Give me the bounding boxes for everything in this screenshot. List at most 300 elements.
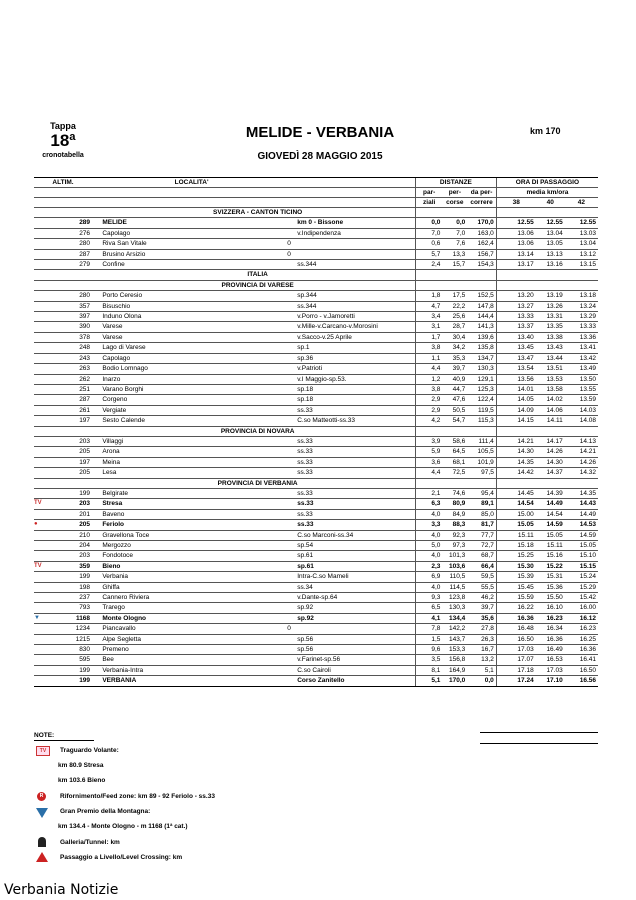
time-40: 15.11 bbox=[536, 541, 565, 551]
covered-km: 15,7 bbox=[442, 260, 467, 270]
table-row bbox=[34, 665, 598, 675]
road-name: sp.1 bbox=[295, 343, 415, 353]
road-name: ss.33 bbox=[295, 520, 415, 530]
col-altim: ALTIM. bbox=[34, 178, 92, 188]
covered-km: 142,2 bbox=[442, 624, 467, 634]
partial-km: 9,3 bbox=[415, 593, 442, 603]
altitude: 390 bbox=[34, 322, 92, 332]
altitude: 1215 bbox=[34, 634, 92, 644]
empty-cell bbox=[565, 426, 598, 436]
altitude: TV 359 bbox=[34, 562, 91, 570]
time-40: 13.05 bbox=[536, 239, 565, 249]
col-distanze: DISTANZE bbox=[415, 178, 496, 188]
table-row bbox=[34, 509, 598, 519]
table-row bbox=[34, 530, 598, 540]
empty-cell bbox=[467, 478, 496, 488]
spacer bbox=[92, 520, 100, 530]
time-42: 13.36 bbox=[565, 332, 598, 342]
road-name bbox=[295, 624, 415, 634]
spacer bbox=[92, 665, 100, 675]
table-row bbox=[34, 634, 598, 644]
altitude: 287 bbox=[34, 395, 92, 405]
location-name: Gravellona Toce bbox=[100, 530, 282, 540]
covered-km: 103,6 bbox=[442, 561, 467, 571]
time-38: 16.48 bbox=[496, 624, 535, 634]
time-38: 13.33 bbox=[496, 312, 535, 322]
time-38: 14.15 bbox=[496, 416, 535, 426]
time-40: 14.11 bbox=[536, 416, 565, 426]
road-name: ss.33 bbox=[295, 509, 415, 519]
section-row bbox=[34, 270, 598, 280]
section-label: ITALIA bbox=[100, 270, 415, 280]
empty-cell bbox=[442, 270, 467, 280]
time-38: 13.56 bbox=[496, 374, 535, 384]
covered-km: 44,7 bbox=[442, 384, 467, 394]
flag-cell bbox=[283, 374, 295, 384]
altitude: 205 bbox=[34, 447, 92, 457]
time-40: 15.50 bbox=[536, 593, 565, 603]
partial-km: 3,8 bbox=[415, 343, 442, 353]
remaining-km: 66,4 bbox=[467, 561, 496, 571]
empty-cell bbox=[442, 280, 467, 290]
spacer bbox=[92, 384, 100, 394]
remaining-km: 147,8 bbox=[467, 301, 496, 311]
partial-km: 3,8 bbox=[415, 384, 442, 394]
time-38: 17.24 bbox=[496, 676, 535, 686]
covered-km: 58,6 bbox=[442, 436, 467, 446]
time-38: 17.18 bbox=[496, 665, 535, 675]
table-row bbox=[34, 457, 598, 467]
time-40: 15.05 bbox=[536, 530, 565, 540]
partial-km: 2,9 bbox=[415, 395, 442, 405]
time-42: 15.42 bbox=[565, 593, 598, 603]
time-38: 14.01 bbox=[496, 384, 535, 394]
road-name: ss.33 bbox=[295, 447, 415, 457]
time-42: 13.29 bbox=[565, 312, 598, 322]
spacer bbox=[92, 249, 100, 259]
flag-cell bbox=[283, 665, 295, 675]
time-40: 13.31 bbox=[536, 312, 565, 322]
road-name: sp.56 bbox=[295, 645, 415, 655]
flag-cell bbox=[283, 509, 295, 519]
road-name: C.so Matteotti-ss.33 bbox=[295, 416, 415, 426]
location-name: Fondotoce bbox=[100, 551, 282, 561]
covered-km: 123,8 bbox=[442, 593, 467, 603]
covered-km: 170,0 bbox=[442, 676, 467, 686]
flag-cell bbox=[283, 468, 295, 478]
time-42: 15.05 bbox=[565, 541, 598, 551]
section-label: SVIZZERA - CANTON TICINO bbox=[100, 208, 415, 218]
spacer bbox=[92, 561, 100, 571]
section-label: PROVINCIA DI VARESE bbox=[100, 280, 415, 290]
partial-km: 5,7 bbox=[415, 249, 442, 259]
partial-km: 4,0 bbox=[415, 551, 442, 561]
location-name: Bee bbox=[100, 655, 282, 665]
remaining-km: 163,0 bbox=[467, 228, 496, 238]
section-pad bbox=[92, 280, 100, 290]
table-row bbox=[34, 676, 598, 686]
flag-cell bbox=[283, 613, 295, 623]
flag-cell bbox=[283, 645, 295, 655]
empty-cell bbox=[415, 426, 442, 436]
altitude: 197 bbox=[34, 457, 92, 467]
table-row bbox=[34, 364, 598, 374]
notes-tunnel: Galleria/Tunnel: km bbox=[60, 839, 120, 846]
time-42: 16.50 bbox=[565, 665, 598, 675]
location-name: Piancavallo bbox=[100, 624, 282, 634]
location-name: Alpe Segletta bbox=[100, 634, 282, 644]
remaining-km: 0,0 bbox=[467, 676, 496, 686]
empty-cell bbox=[496, 208, 535, 218]
partial-km: 4,0 bbox=[415, 530, 442, 540]
time-40: 16.10 bbox=[536, 603, 565, 613]
time-42: 13.24 bbox=[565, 301, 598, 311]
altitude: 199 bbox=[34, 676, 92, 686]
spacer bbox=[92, 593, 100, 603]
road-name: v.Sacco-v.25 Aprile bbox=[295, 332, 415, 342]
empty-cell bbox=[467, 426, 496, 436]
spacer bbox=[92, 291, 100, 301]
flag-cell bbox=[283, 228, 295, 238]
notes-feed: Rifornimento/Feed zone: km 89 - 92 Feriolo - ss.33 bbox=[60, 793, 215, 800]
partial-km: 4,4 bbox=[415, 468, 442, 478]
schedule-table bbox=[34, 177, 598, 687]
time-42: 13.55 bbox=[565, 384, 598, 394]
empty-cell bbox=[415, 208, 442, 218]
flag-cell bbox=[283, 572, 295, 582]
flag-cell: 0 bbox=[283, 239, 295, 249]
partial-km: 0,6 bbox=[415, 239, 442, 249]
table-row bbox=[34, 541, 598, 551]
altitude: TV 203 bbox=[34, 500, 91, 508]
stage-date: GIOVEDÌ 28 MAGGIO 2015 bbox=[257, 151, 383, 162]
flag-cell bbox=[283, 603, 295, 613]
flag-cell bbox=[283, 301, 295, 311]
time-40: 14.30 bbox=[536, 457, 565, 467]
notes-tv-label: Traguardo Volante: bbox=[60, 747, 119, 754]
time-38: 14.09 bbox=[496, 405, 535, 415]
remaining-km: 170,0 bbox=[467, 218, 496, 228]
covered-km: 0,0 bbox=[442, 218, 467, 228]
altitude: 1234 bbox=[34, 624, 92, 634]
flag-cell bbox=[283, 520, 295, 530]
time-38: 15.11 bbox=[496, 530, 535, 540]
remaining-km: 27,8 bbox=[467, 624, 496, 634]
remaining-km: 122,4 bbox=[467, 395, 496, 405]
flag-cell bbox=[283, 457, 295, 467]
covered-km: 28,7 bbox=[442, 322, 467, 332]
covered-km: 143,7 bbox=[442, 634, 467, 644]
time-40: 16.34 bbox=[536, 624, 565, 634]
altitude: 263 bbox=[34, 364, 92, 374]
partial-km: 3,1 bbox=[415, 322, 442, 332]
spacer bbox=[92, 416, 100, 426]
time-40: 13.51 bbox=[536, 364, 565, 374]
covered-km: 153,3 bbox=[442, 645, 467, 655]
covered-km: 39,7 bbox=[442, 364, 467, 374]
flag-cell bbox=[283, 395, 295, 405]
altitude: 203 bbox=[34, 551, 92, 561]
table-subheader-row-2 bbox=[34, 198, 598, 208]
spacer bbox=[92, 499, 100, 509]
partial-km: 4,0 bbox=[415, 509, 442, 519]
table-row bbox=[34, 551, 598, 561]
remaining-km: 129,1 bbox=[467, 374, 496, 384]
covered-km: 7,6 bbox=[442, 239, 467, 249]
time-42: 12.55 bbox=[565, 218, 598, 228]
remaining-km: 97,5 bbox=[467, 468, 496, 478]
time-42: 16.23 bbox=[565, 624, 598, 634]
col-media: media km/ora bbox=[496, 188, 598, 198]
remaining-km: 16,7 bbox=[467, 645, 496, 655]
remaining-km: 81,7 bbox=[467, 520, 496, 530]
road-name: Corso Zanitello bbox=[295, 676, 415, 686]
time-42: 16.56 bbox=[565, 676, 598, 686]
partial-km: 4,1 bbox=[415, 613, 442, 623]
spacer bbox=[92, 655, 100, 665]
partial-km: 4,7 bbox=[415, 301, 442, 311]
time-38: 12.55 bbox=[496, 218, 535, 228]
location-name: Premeno bbox=[100, 645, 282, 655]
road-name: sp.61 bbox=[295, 551, 415, 561]
time-40: 16.36 bbox=[536, 634, 565, 644]
time-42: 13.18 bbox=[565, 291, 598, 301]
time-40: 13.53 bbox=[536, 374, 565, 384]
page-title: MELIDE - VERBANIA bbox=[245, 124, 395, 141]
partial-km: 3,6 bbox=[415, 457, 442, 467]
time-38: 13.06 bbox=[496, 239, 535, 249]
spacer bbox=[92, 603, 100, 613]
location-name: Stresa bbox=[100, 499, 282, 509]
table-row bbox=[34, 582, 598, 592]
time-40: 16.53 bbox=[536, 655, 565, 665]
section-label: PROVINCIA DI VERBANIA bbox=[100, 478, 415, 488]
covered-km: 47,6 bbox=[442, 395, 467, 405]
remaining-km: 46,2 bbox=[467, 593, 496, 603]
remaining-km: 59,5 bbox=[467, 572, 496, 582]
altitude: 261 bbox=[34, 405, 92, 415]
table-row bbox=[34, 613, 598, 623]
remaining-km: 89,1 bbox=[467, 499, 496, 509]
road-name: sp.61 bbox=[295, 561, 415, 571]
time-38: 14.21 bbox=[496, 436, 535, 446]
altitude: 205 bbox=[34, 468, 92, 478]
time-38: 13.20 bbox=[496, 291, 535, 301]
altitude: 199 bbox=[34, 665, 92, 675]
remaining-km: 134,7 bbox=[467, 353, 496, 363]
time-38: 17.03 bbox=[496, 645, 535, 655]
spacer bbox=[92, 634, 100, 644]
location-name: Verbania-Intra bbox=[100, 665, 282, 675]
altitude: 248 bbox=[34, 343, 92, 353]
road-name: ss.33 bbox=[295, 405, 415, 415]
section-pad bbox=[34, 426, 92, 436]
flag-cell bbox=[283, 405, 295, 415]
spacer bbox=[92, 551, 100, 561]
table-row bbox=[34, 593, 598, 603]
empty-cell bbox=[496, 478, 535, 488]
covered-km: 25,6 bbox=[442, 312, 467, 322]
flag-cell bbox=[283, 655, 295, 665]
remaining-km: 72,7 bbox=[467, 541, 496, 551]
empty-cell bbox=[442, 208, 467, 218]
remaining-km: 130,3 bbox=[467, 364, 496, 374]
section-row bbox=[34, 208, 598, 218]
road-name: C.so Marconi-ss.34 bbox=[295, 530, 415, 540]
time-38: 16.50 bbox=[496, 634, 535, 644]
altitude: 357 bbox=[34, 301, 92, 311]
flag-cell bbox=[283, 488, 295, 498]
flag-cell bbox=[283, 436, 295, 446]
time-42: 15.29 bbox=[565, 582, 598, 592]
covered-km: 34,2 bbox=[442, 343, 467, 353]
partial-km: 6,5 bbox=[415, 603, 442, 613]
altitude: 201 bbox=[34, 509, 92, 519]
location-name: Bisuschio bbox=[100, 301, 282, 311]
time-38: 15.30 bbox=[496, 561, 535, 571]
table-row bbox=[34, 416, 598, 426]
stage-label: Tappa bbox=[50, 121, 76, 131]
table-row bbox=[34, 228, 598, 238]
location-name: Verbania bbox=[100, 572, 282, 582]
road-name: sp.36 bbox=[295, 353, 415, 363]
covered-km: 80,9 bbox=[442, 499, 467, 509]
time-40: 16.23 bbox=[536, 613, 565, 623]
remaining-km: 85,0 bbox=[467, 509, 496, 519]
time-38: 13.06 bbox=[496, 228, 535, 238]
empty-cell bbox=[415, 280, 442, 290]
altitude: 279 bbox=[34, 260, 92, 270]
col-da-percorrere-2: correre bbox=[467, 198, 496, 208]
altitude: 262 bbox=[34, 374, 92, 384]
section-pad bbox=[34, 478, 92, 488]
notes-tv-2: km 103.6 Bieno bbox=[58, 777, 106, 784]
altitude: 289 bbox=[34, 218, 92, 228]
table-row bbox=[34, 468, 598, 478]
table-row bbox=[34, 312, 598, 322]
location-name: Porto Ceresio bbox=[100, 291, 282, 301]
spacer bbox=[92, 374, 100, 384]
feed-zone-icon: R bbox=[37, 792, 46, 801]
empty-cell bbox=[536, 426, 565, 436]
covered-km: 50,5 bbox=[442, 405, 467, 415]
location-name: Lesa bbox=[100, 468, 282, 478]
flag-cell bbox=[283, 353, 295, 363]
remaining-km: 26,3 bbox=[467, 634, 496, 644]
empty-cell bbox=[496, 280, 535, 290]
flag-cell bbox=[283, 364, 295, 374]
time-38: 14.30 bbox=[496, 447, 535, 457]
location-name: Induno Olona bbox=[100, 312, 282, 322]
covered-km: 13,3 bbox=[442, 249, 467, 259]
remaining-km: 13,2 bbox=[467, 655, 496, 665]
notes-title: NOTE: bbox=[34, 732, 55, 739]
location-name: Capolago bbox=[100, 228, 282, 238]
section-label: PROVINCIA DI NOVARA bbox=[100, 426, 415, 436]
flag-cell bbox=[283, 260, 295, 270]
road-name: sp.344 bbox=[295, 291, 415, 301]
time-42: 14.21 bbox=[565, 447, 598, 457]
time-40: 13.19 bbox=[536, 291, 565, 301]
table-row bbox=[34, 384, 598, 394]
stage-number: 18ª bbox=[50, 131, 76, 150]
flag-cell bbox=[283, 593, 295, 603]
empty-cell bbox=[496, 270, 535, 280]
altitude: 237 bbox=[34, 593, 92, 603]
remaining-km: 115,3 bbox=[467, 416, 496, 426]
flag-cell bbox=[283, 541, 295, 551]
time-38: 14.05 bbox=[496, 395, 535, 405]
time-42: 15.24 bbox=[565, 572, 598, 582]
time-38: 15.59 bbox=[496, 593, 535, 603]
time-38: 17.07 bbox=[496, 655, 535, 665]
remaining-km: 55,5 bbox=[467, 582, 496, 592]
table-row bbox=[34, 520, 598, 530]
remaining-km: 162,4 bbox=[467, 239, 496, 249]
partial-km: 2,4 bbox=[415, 260, 442, 270]
table-row bbox=[34, 572, 598, 582]
time-38: 15.39 bbox=[496, 572, 535, 582]
altitude: 199 bbox=[34, 488, 92, 498]
partial-km: 5,9 bbox=[415, 447, 442, 457]
col-percorse: per- bbox=[442, 188, 467, 198]
flag-cell bbox=[283, 312, 295, 322]
spacer bbox=[92, 322, 100, 332]
road-name: sp.56 bbox=[295, 634, 415, 644]
location-name: Baveno bbox=[100, 509, 282, 519]
time-40: 12.55 bbox=[536, 218, 565, 228]
location-name: Corgeno bbox=[100, 395, 282, 405]
altitude: 397 bbox=[34, 312, 92, 322]
empty-cell bbox=[467, 270, 496, 280]
table-row bbox=[34, 561, 598, 571]
empty-cell bbox=[536, 270, 565, 280]
section-pad bbox=[34, 280, 92, 290]
table-row bbox=[34, 218, 598, 228]
partial-km: 2,3 bbox=[415, 561, 442, 571]
location-name: Bodio Lomnago bbox=[100, 364, 282, 374]
table-row bbox=[34, 343, 598, 353]
table-row bbox=[34, 301, 598, 311]
section-row bbox=[34, 280, 598, 290]
partial-km: 5,1 bbox=[415, 676, 442, 686]
altitude: 280 bbox=[34, 291, 92, 301]
spacer bbox=[92, 218, 100, 228]
spacer bbox=[92, 676, 100, 686]
time-38: 16.36 bbox=[496, 613, 535, 623]
altitude: 793 bbox=[34, 603, 92, 613]
remaining-km: 68,7 bbox=[467, 551, 496, 561]
covered-km: 17,5 bbox=[442, 291, 467, 301]
flag-cell bbox=[283, 416, 295, 426]
road-name bbox=[295, 239, 415, 249]
spacer bbox=[92, 436, 100, 446]
time-38: 13.14 bbox=[496, 249, 535, 259]
covered-km: 101,3 bbox=[442, 551, 467, 561]
empty-cell bbox=[565, 280, 598, 290]
road-name: km 0 - Bissone bbox=[295, 218, 415, 228]
road-name: v.I Maggio-sp.53. bbox=[295, 374, 415, 384]
partial-km: 1,7 bbox=[415, 332, 442, 342]
col-speed-42: 42 bbox=[565, 198, 598, 208]
remaining-km: 154,3 bbox=[467, 260, 496, 270]
footer-source: Verbania Notizie bbox=[4, 882, 119, 898]
flag-cell bbox=[283, 634, 295, 644]
covered-km: 114,5 bbox=[442, 582, 467, 592]
empty-cell bbox=[536, 478, 565, 488]
table-subheader-row bbox=[34, 188, 598, 198]
col-speed-40: 40 bbox=[536, 198, 565, 208]
